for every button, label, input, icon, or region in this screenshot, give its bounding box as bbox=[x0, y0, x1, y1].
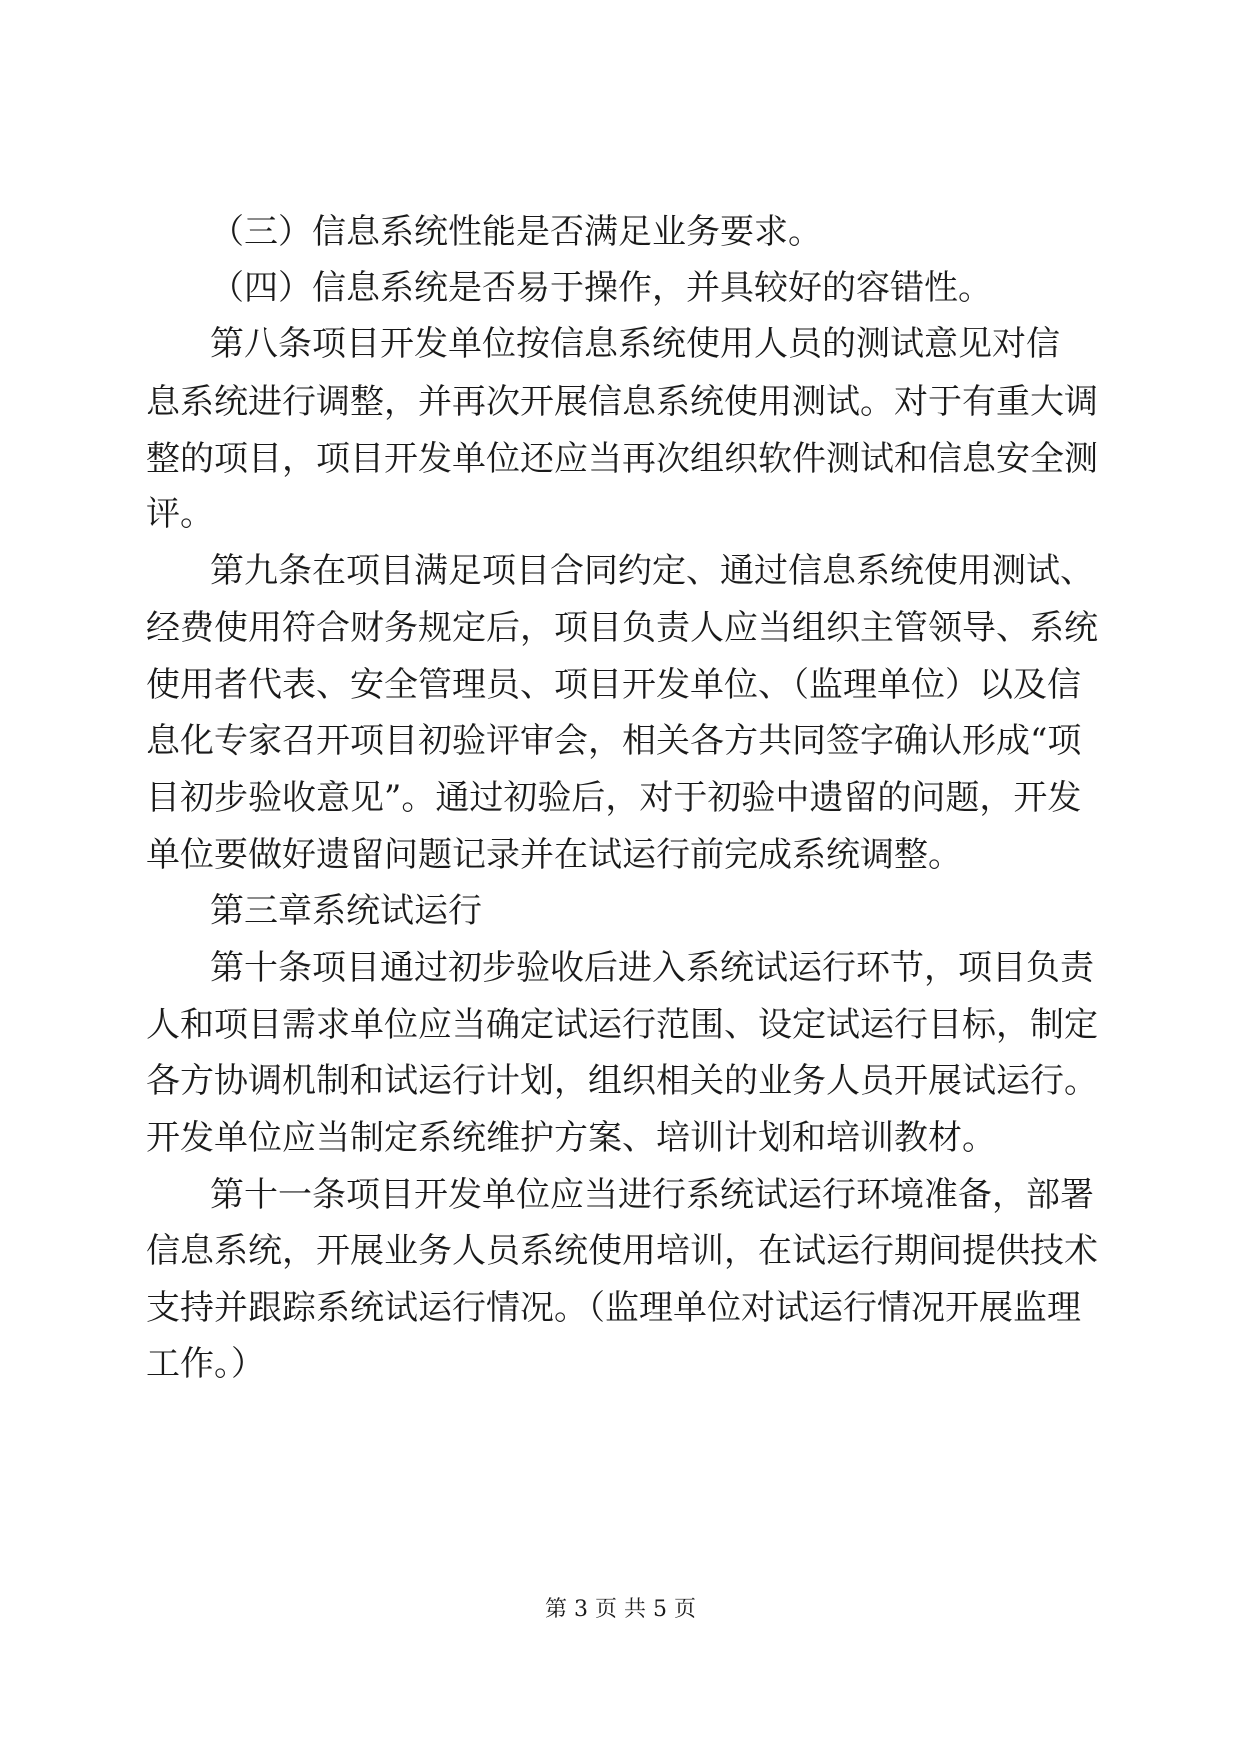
text-line: 第八条项目开发单位按信息系统使用人员的测试意见对信 bbox=[210, 324, 1060, 364]
text-line: 第九条在项目满足项目合同约定、通过信息系统使用测试、 bbox=[210, 551, 1094, 591]
text-line: （四）信息系统是否易于操作，并具较好的容错性。 bbox=[210, 268, 992, 308]
text-line: 人和项目需求单位应当确定试运行范围、设定试运行目标，制定 bbox=[146, 1005, 1098, 1045]
text-line: 目初步验收意见”。通过初验后，对于初验中遗留的问题，开发 bbox=[146, 778, 1082, 818]
text-line: 各方协调机制和试运行计划，组织相关的业务人员开展试运行。 bbox=[146, 1061, 1098, 1101]
text-line: 评。 bbox=[146, 494, 214, 534]
text-line: 经费使用符合财务规定后，项目负责人应当组织主管领导、系统 bbox=[146, 608, 1098, 648]
text-line: 整的项目，项目开发单位还应当再次组织软件测试和信息安全测 bbox=[146, 439, 1098, 479]
page-footer bbox=[0, 1596, 1241, 1624]
text-line: 支持并跟踪系统试运行情况。（监理单位对试运行情况开展监理 bbox=[146, 1288, 1081, 1328]
text-line: 信息系统，开展业务人员系统使用培训，在试运行期间提供技术 bbox=[146, 1231, 1098, 1271]
chapter-heading: 第三章系统试运行 bbox=[210, 891, 482, 931]
text-line: 使用者代表、安全管理员、项目开发单位、（监理单位）以及信 bbox=[146, 665, 1081, 705]
text-line: 第十条项目通过初步验收后进入系统试运行环节，项目负责 bbox=[210, 948, 1094, 988]
text-line: 工作。） bbox=[146, 1344, 265, 1384]
text-line: 息系统进行调整，并再次开展信息系统使用测试。对于有重大调 bbox=[146, 382, 1098, 422]
text-line: 开发单位应当制定系统维护方案、培训计划和培训教材。 bbox=[146, 1118, 996, 1158]
page-number: 第 3 页 共 5 页 bbox=[545, 1597, 696, 1622]
text-line: 单位要做好遗留问题记录并在试运行前完成系统调整。 bbox=[146, 835, 962, 875]
text-line: 息化专家召开项目初验评审会，相关各方共同签字确认形成“项 bbox=[146, 721, 1082, 761]
text-line: （三）信息系统性能是否满足业务要求。 bbox=[210, 212, 822, 252]
text-line: 第十一条项目开发单位应当进行系统试运行环境准备，部署 bbox=[210, 1175, 1094, 1215]
